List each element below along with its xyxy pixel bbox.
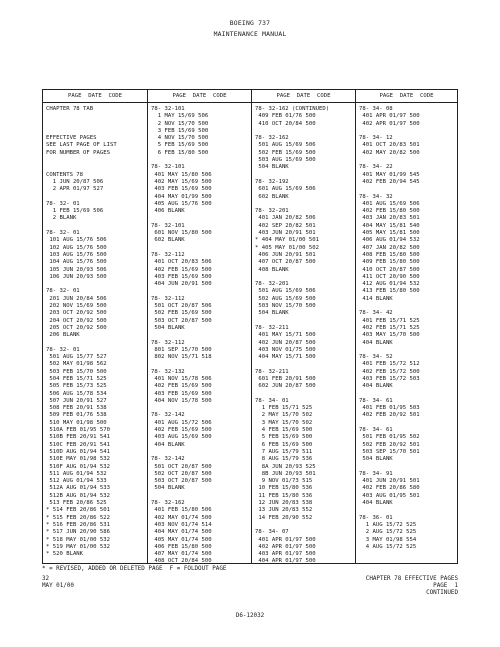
page-entry-line bbox=[359, 303, 456, 310]
page-entry-line: 78- 34- 12 bbox=[359, 135, 393, 142]
manual-title: BOEING 737 bbox=[229, 19, 271, 27]
page-entry-line: 409 FEB 01/76 500 bbox=[255, 113, 316, 120]
page-entry-line: 78- 32- 01 bbox=[46, 230, 80, 237]
page-entry-line: 401 FEB 01/95 503 bbox=[359, 405, 420, 412]
page-entry-line: 504 BLANK bbox=[255, 164, 289, 171]
heading-divider bbox=[148, 102, 251, 103]
page-entry-line: 402 FEB 15/71 525 bbox=[359, 324, 420, 331]
page-entry-line: 78- 32-101 bbox=[151, 222, 185, 229]
page-entry-line bbox=[151, 157, 250, 164]
page-entry-line: 602 BLANK bbox=[151, 237, 185, 244]
page-entry-line: 8 AUG 15/79 536 bbox=[255, 456, 313, 463]
page-entry-line: 414 BLANK bbox=[359, 295, 393, 302]
page-entry-line: 2 BLANK bbox=[46, 215, 77, 222]
page-entry-line: 408 BLANK bbox=[255, 266, 289, 273]
page-entry-line: 403 APR 01/97 500 bbox=[255, 551, 316, 558]
revision-legend: * = REVISED, ADDED OR DELETED PAGE F = FOLDOUT PAGE bbox=[42, 566, 227, 572]
page-entry-line: 401 FEB 15/72 512 bbox=[359, 361, 420, 368]
page-entry-line: 78- 32-162 bbox=[151, 500, 185, 507]
page-entry-line: 503 NOV 15/70 500 bbox=[255, 303, 316, 310]
page-entry-line: 78- 34- 01 bbox=[255, 397, 289, 404]
table-column-1 bbox=[43, 90, 147, 563]
page-entry-line: 405 MAY 15/81 500 bbox=[359, 230, 420, 237]
page-entry-line: 504 BLANK bbox=[255, 310, 289, 317]
page-entry-line: 401 OCT 20/83 501 bbox=[359, 142, 420, 149]
page-entry-line: 78- 34- 08 bbox=[359, 106, 393, 112]
page-entry-line: 206 BLANK bbox=[46, 332, 80, 339]
heading-divider bbox=[43, 102, 147, 103]
page-entry-line bbox=[151, 493, 250, 500]
page-entry-line: 404 MAY 15/71 500 bbox=[255, 354, 316, 361]
page-entry-line: 510 MAY 01/98 500 bbox=[46, 419, 107, 426]
page-entry-line bbox=[46, 113, 146, 120]
page-entry-line: 401 JUN 20/91 501 bbox=[359, 478, 420, 485]
page-entry-line: 406 JUN 20/91 501 bbox=[255, 251, 316, 258]
page-entry-line: 406 FEB 15/80 500 bbox=[151, 543, 212, 550]
page-entry-line: 402 FEB 15/80 500 bbox=[359, 208, 420, 215]
page-entry-line: 8A JUN 20/93 525 bbox=[255, 463, 316, 470]
page-entry-line: 501 AUG 15/69 506 bbox=[255, 142, 316, 149]
page-entry-line: 512 AUG 01/94 533 bbox=[46, 478, 107, 485]
page-entry-line: 501 OCT 20/87 500 bbox=[151, 463, 212, 470]
page-entry-line: 411 OCT 20/90 500 bbox=[359, 273, 420, 280]
page-entry-line: 506 AUG 15/78 534 bbox=[46, 390, 107, 397]
page-entry-line: 406 BLANK bbox=[151, 208, 185, 215]
page-entry-line: 404 BLANK bbox=[359, 383, 393, 390]
column-lines bbox=[255, 106, 354, 566]
page-entry-line: 402 FEB 20/92 501 bbox=[359, 412, 420, 419]
page-entry-line: * 405 MAY 01/00 502 bbox=[255, 244, 319, 251]
heading-divider bbox=[252, 102, 355, 103]
column-lines bbox=[151, 106, 250, 566]
page-entry-line: 404 BLANK bbox=[359, 339, 393, 346]
page-entry-line: 503 OCT 20/87 500 bbox=[151, 317, 212, 324]
page-entry-line: 12 JUN 20/83 538 bbox=[255, 500, 313, 507]
page-entry-line: SEE LAST PAGE OF LIST bbox=[46, 142, 117, 149]
page-entry-line: 507 JUN 20/91 527 bbox=[46, 397, 107, 404]
page-entry-line: 78- 32- 01 bbox=[46, 346, 80, 353]
page-entry-line: 402 FEB 20/94 545 bbox=[359, 178, 420, 185]
page-entry-line: 403 JAN 20/83 501 bbox=[359, 215, 420, 222]
page-entry-line: 7 AUG 15/79 511 bbox=[255, 448, 313, 455]
page-entry-line: 401 MAY 01/99 545 bbox=[359, 171, 420, 178]
page-entry-line: 508 FEB 20/91 538 bbox=[46, 405, 107, 412]
page-entry-line: 401 FEB 15/71 525 bbox=[359, 317, 420, 324]
page-entry-line: 404 BLANK bbox=[359, 500, 393, 507]
page-entry-line: 602 JUN 20/87 500 bbox=[255, 383, 316, 390]
page-entry-line: 402 FEB 15/69 500 bbox=[151, 383, 212, 390]
revision-date: MAY 01/00 bbox=[42, 583, 74, 589]
page-entry-line: 501 AUG 15/77 527 bbox=[46, 354, 107, 361]
effective-pages-label: CHAPTER 78 EFFECTIVE PAGES bbox=[365, 576, 458, 582]
page-entry-line bbox=[46, 223, 146, 230]
page-entry-line: 513 FEB 20/86 525 bbox=[46, 500, 107, 507]
page-entry-line: 403 AUG 15/69 500 bbox=[151, 434, 212, 441]
page-entry-line bbox=[46, 128, 146, 135]
heading-divider bbox=[356, 102, 457, 103]
page-entry-line: 501 AUG 15/69 506 bbox=[255, 288, 316, 295]
page-entry-line: * 520 BLANK bbox=[46, 551, 84, 558]
page-entry-line: 502 AUG 15/69 500 bbox=[255, 295, 316, 302]
page-entry-line: 13 JUN 20/83 552 bbox=[255, 507, 313, 514]
page-entry-line: 501 FEB 01/95 502 bbox=[359, 434, 420, 441]
page-entry-line bbox=[255, 361, 354, 368]
page-entry-line: 602 BLANK bbox=[255, 193, 289, 200]
page-entry-line: 406 AUG 01/94 532 bbox=[359, 237, 420, 244]
page-entry-line: 78- 34- 42 bbox=[359, 310, 393, 317]
page-entry-line: 407 JAN 20/82 500 bbox=[359, 244, 420, 251]
page-entry-line: 402 FEB 15/69 500 bbox=[151, 266, 212, 273]
page-entry-line: 403 FEB 15/69 500 bbox=[151, 186, 212, 193]
page-number: PAGE 1 bbox=[433, 583, 458, 589]
page-entry-line: 401 MAY 15/80 506 bbox=[151, 171, 212, 178]
table-column-3 bbox=[251, 90, 355, 563]
page-entry-line bbox=[255, 201, 354, 208]
page-entry-line bbox=[151, 405, 250, 412]
page-entry-line: 405 MAY 01/74 500 bbox=[151, 536, 212, 543]
page-entry-line: CHAPTER 78 TAB bbox=[46, 106, 94, 112]
page-entry-line: 402 MAY 15/69 500 bbox=[151, 178, 212, 185]
page-entry-line: 510F AUG 01/94 532 bbox=[46, 463, 110, 470]
page-entry-line: 78- 34- 91 bbox=[359, 470, 393, 477]
page-entry-line: 202 NOV 15/69 500 bbox=[46, 303, 107, 310]
page-entry-line: 502 FEB 20/92 501 bbox=[359, 441, 420, 448]
page-entry-line: 78- 32-112 bbox=[151, 339, 185, 346]
page-entry-line: 5 FEB 15/69 500 bbox=[255, 434, 313, 441]
page-entry-line: 510E MAY 01/98 532 bbox=[46, 456, 110, 463]
page-entry-line: 204 OCT 20/92 500 bbox=[46, 317, 107, 324]
page-entry-line: * 515 FEB 20/86 522 bbox=[46, 514, 110, 521]
page-entry-line bbox=[359, 507, 456, 514]
page-entry-line: 78- 32-201 bbox=[255, 208, 289, 215]
page-entry-line: 401 FEB 15/80 506 bbox=[151, 507, 212, 514]
page-entry-line: 402 FEB 15/69 500 bbox=[151, 427, 212, 434]
page-entry-line: 78- 32-112 bbox=[151, 295, 185, 302]
page-entry-line: 510B FEB 20/91 541 bbox=[46, 434, 110, 441]
manual-subtitle: MAINTENANCE MANUAL bbox=[213, 30, 287, 38]
page-entry-line: * 514 FEB 20/86 501 bbox=[46, 507, 110, 514]
page-entry-line: 201 JUN 20/84 506 bbox=[46, 295, 107, 302]
chapter-number: 32 bbox=[42, 576, 50, 582]
page-entry-line bbox=[151, 449, 250, 456]
page-entry-line bbox=[359, 128, 456, 135]
page-entry-line: 3 MAY 01/98 554 bbox=[359, 536, 417, 543]
page-entry-line: 403 FEB 15/72 503 bbox=[359, 375, 420, 382]
column-heading: PAGE DATE CODE bbox=[379, 93, 434, 99]
page-entry-line: 503 FEB 15/70 500 bbox=[46, 368, 107, 375]
page-entry-line: 413 FEB 15/80 500 bbox=[359, 288, 420, 295]
page-entry-line: * 404 MAY 01/00 501 bbox=[255, 237, 319, 244]
page-entry-line: 78- 34- 22 bbox=[359, 164, 393, 171]
page-entry-line: 404 JUN 20/91 500 bbox=[151, 281, 212, 288]
page-entry-line: 401 AUG 15/69 506 bbox=[359, 200, 420, 207]
page-entry-line: 401 NOV 15/78 506 bbox=[151, 375, 212, 382]
page-entry-line: 502 MAY 01/98 562 bbox=[46, 361, 107, 368]
column-lines bbox=[359, 106, 456, 551]
page-entry-line bbox=[359, 420, 456, 427]
page-entry-line: 403 FEB 15/69 500 bbox=[151, 273, 212, 280]
page-entry-line: 505 FEB 15/73 525 bbox=[46, 383, 107, 390]
page-entry-line: 78- 36- 01 bbox=[359, 514, 393, 521]
page-entry-line: 4 FEB 15/69 500 bbox=[255, 427, 313, 434]
page-entry-line: 1 MAY 15/69 506 bbox=[151, 113, 209, 120]
page-entry-line: 401 APR 01/97 500 bbox=[359, 113, 420, 120]
page-entry-line: 1 AUG 15/72 525 bbox=[359, 521, 417, 528]
column-heading: PAGE DATE CODE bbox=[172, 93, 227, 99]
page-entry-line: 2 NOV 15/70 500 bbox=[151, 120, 209, 127]
page-entry-line: 78- 34- 07 bbox=[255, 529, 289, 536]
page-entry-line bbox=[46, 194, 146, 201]
page-entry-line: 11 FEB 15/80 536 bbox=[255, 492, 313, 499]
page-entry-line: 408 FEB 15/80 500 bbox=[359, 251, 420, 258]
page-entry-line: 402 FEB 20/86 580 bbox=[359, 485, 420, 492]
page-entry-line: 409 FEB 15/80 500 bbox=[359, 259, 420, 266]
page-entry-line: 401 JAN 20/82 506 bbox=[255, 215, 316, 222]
page-entry-line: 1 FEB 15/69 506 bbox=[46, 208, 104, 215]
page-entry-line: 78- 32-211 bbox=[255, 324, 289, 331]
page-entry-line: 106 JUN 20/93 500 bbox=[46, 273, 107, 280]
page-entry-line: 510D AUG 01/94 541 bbox=[46, 448, 110, 455]
page-entry-line: 802 NOV 15/71 518 bbox=[151, 354, 212, 361]
page-entry-line: 510A FEB 01/95 570 bbox=[46, 427, 110, 434]
page-entry-line: 504 FEB 15/71 525 bbox=[46, 375, 107, 382]
page-entry-line: 407 MAY 01/74 500 bbox=[151, 551, 212, 558]
page-entry-line: * 518 MAY 01/00 532 bbox=[46, 536, 110, 543]
page-entry-line: 78- 34- 61 bbox=[359, 397, 393, 404]
page-entry-line: 404 APR 01/97 500 bbox=[255, 558, 316, 565]
page-entry-line: 402 JUN 20/87 500 bbox=[255, 339, 316, 346]
page-entry-line: 103 AUG 15/76 500 bbox=[46, 251, 107, 258]
page-entry-line: 801 SEP 15/70 500 bbox=[151, 346, 212, 353]
page-entry-line: 403 AUG 01/95 501 bbox=[359, 492, 420, 499]
page-entry-line: 402 FEB 15/72 500 bbox=[359, 368, 420, 375]
page-entry-line bbox=[151, 332, 250, 339]
page-entry-line bbox=[46, 157, 146, 164]
page-entry-line: 502 OCT 20/87 500 bbox=[151, 470, 212, 477]
page-entry-line: 402 APR 01/97 500 bbox=[255, 543, 316, 550]
page-entry-line: 503 AUG 15/69 500 bbox=[255, 157, 316, 164]
page-entry-line: 402 MAY 01/74 500 bbox=[151, 514, 212, 521]
page-entry-line: 78- 34- 61 bbox=[359, 427, 393, 434]
page-entry-line bbox=[46, 340, 146, 347]
page-entry-line bbox=[255, 318, 354, 325]
page-entry-line: 510C FEB 20/91 541 bbox=[46, 441, 110, 448]
page-entry-line bbox=[151, 361, 250, 368]
column-lines bbox=[46, 106, 146, 558]
page-entry-line: * 516 FEB 20/86 531 bbox=[46, 521, 110, 528]
column-heading: PAGE DATE CODE bbox=[276, 93, 331, 99]
page-entry-line: 404 NOV 15/78 500 bbox=[151, 397, 212, 404]
page-entry-line: 78- 32-132 bbox=[151, 368, 185, 375]
page-entry-line bbox=[151, 215, 250, 222]
page-entry-line: 404 MAY 01/74 500 bbox=[151, 529, 212, 536]
page-entry-line: 78- 34- 32 bbox=[359, 193, 393, 200]
page-entry-line: 78- 32-162 (CONTINUED) bbox=[255, 106, 330, 112]
page-entry-line: 402 SEP 20/82 501 bbox=[255, 222, 316, 229]
document-number: D6-12032 bbox=[235, 613, 265, 619]
page-entry-line: 401 APR 01/97 500 bbox=[255, 536, 316, 543]
page-entry-line: 402 MAY 20/82 500 bbox=[359, 149, 420, 156]
page-entry-line: 2 MAY 15/70 502 bbox=[255, 412, 313, 419]
page-entry-line: 403 NOV 01/75 500 bbox=[255, 346, 316, 353]
page-entry-line: 78- 32-112 bbox=[151, 251, 185, 258]
page-entry-line bbox=[255, 391, 354, 398]
page-entry-line: 404 MAY 01/99 500 bbox=[151, 193, 212, 200]
table-column-4 bbox=[355, 90, 457, 563]
page-entry-line: CONTENTS 78 bbox=[46, 171, 84, 178]
page-entry-line: 2 APR 01/97 527 bbox=[46, 186, 104, 193]
page-entry-line: 5 FEB 15/69 500 bbox=[151, 142, 209, 149]
page-entry-line bbox=[151, 288, 250, 295]
page-entry-line: 105 JUN 20/93 506 bbox=[46, 266, 107, 273]
page-entry-line: 78- 32- 01 bbox=[46, 288, 80, 295]
page-entry-line: 503 SEP 15/70 501 bbox=[359, 448, 420, 455]
page-entry-line bbox=[46, 121, 146, 128]
page-entry-line: 403 NOV 01/74 514 bbox=[151, 521, 212, 528]
page-entry-line bbox=[359, 391, 456, 398]
page-entry-line: 503 OCT 20/87 500 bbox=[151, 478, 212, 485]
page-entry-line: 9 NOV 01/73 515 bbox=[255, 478, 313, 485]
page-entry-line: 404 MAY 15/81 540 bbox=[359, 222, 420, 229]
page-entry-line: 203 OCT 20/92 500 bbox=[46, 310, 107, 317]
page-entry-line: 401 MAY 15/71 500 bbox=[255, 332, 316, 339]
page-entry-line: 78- 32-142 bbox=[151, 412, 185, 419]
page-entry-line bbox=[151, 245, 250, 252]
page-entry-line: 10 FEB 15/80 536 bbox=[255, 485, 313, 492]
page-entry-line: EFFECTIVE PAGES bbox=[46, 135, 97, 142]
page-entry-line: 78- 32-211 bbox=[255, 368, 289, 375]
page-entry-line: 78- 32-162 bbox=[255, 135, 289, 142]
page-entry-line: * 519 MAY 01/00 532 bbox=[46, 543, 110, 550]
page-entry-line: 205 OCT 20/92 500 bbox=[46, 324, 107, 331]
continued-label: CONTINUED bbox=[426, 590, 458, 596]
page-entry-line: 401 OCT 20/83 506 bbox=[151, 259, 212, 266]
page-entry-line: 403 JUN 20/91 501 bbox=[255, 230, 316, 237]
page-entry-line: 504 BLANK bbox=[151, 485, 185, 492]
page-entry-line: 6 FEB 15/69 500 bbox=[255, 441, 313, 448]
page-entry-line: 8B JUN 20/93 501 bbox=[255, 470, 316, 477]
page-entry-line: 407 OCT 20/87 500 bbox=[255, 259, 316, 266]
page-entry-line: 401 AUG 15/72 506 bbox=[151, 419, 212, 426]
page-entry-line: 78- 34- 52 bbox=[359, 354, 393, 361]
page-entry-line: 104 AUG 15/76 500 bbox=[46, 259, 107, 266]
page-entry-line bbox=[359, 157, 456, 164]
page-entry-line: 78- 32-101 bbox=[151, 106, 185, 112]
page-entry-line: 412 AUG 01/94 532 bbox=[359, 281, 420, 288]
page-entry-line bbox=[359, 464, 456, 471]
page-entry-line: 404 BLANK bbox=[151, 441, 185, 448]
page-entry-line bbox=[359, 347, 456, 354]
page-entry-line: * 517 JUN 20/90 586 bbox=[46, 529, 110, 536]
table-column-2 bbox=[147, 90, 251, 563]
page-entry-line: 501 OCT 20/87 506 bbox=[151, 303, 212, 310]
page-entry-line: 512B AUG 01/94 532 bbox=[46, 492, 110, 499]
page-entry-line: FOR NUMBER OF PAGES bbox=[46, 149, 110, 156]
page-entry-line: 509 FEB 01/76 538 bbox=[46, 412, 107, 419]
page-entry-line: 408 OCT 20/84 500 bbox=[151, 558, 212, 565]
page-entry-line bbox=[255, 522, 354, 529]
page-entry-line bbox=[255, 172, 354, 179]
page-entry-line: 601 AUG 15/69 506 bbox=[255, 186, 316, 193]
page-entry-line: 601 NOV 15/80 500 bbox=[151, 230, 212, 237]
page-entry-line: 410 OCT 20/84 500 bbox=[255, 120, 316, 127]
page-entry-line: 402 APR 01/97 500 bbox=[359, 120, 420, 127]
page-entry-line: 1 FEB 15/71 525 bbox=[255, 405, 313, 412]
page-entry-line: 405 AUG 15/76 500 bbox=[151, 200, 212, 207]
page-entry-line: 512A AUG 01/94 533 bbox=[46, 485, 110, 492]
page-entry-line: 504 BLANK bbox=[151, 324, 185, 331]
column-heading: PAGE DATE CODE bbox=[68, 93, 122, 99]
page-entry-line bbox=[46, 164, 146, 171]
page-entry-line: 502 FEB 15/69 500 bbox=[255, 149, 316, 156]
page-entry-line: 14 FEB 20/90 552 bbox=[255, 514, 313, 521]
page-entry-line: 1 JUN 20/87 506 bbox=[46, 178, 104, 185]
page-entry-line bbox=[46, 281, 146, 288]
page-entry-line: 101 AUG 15/76 506 bbox=[46, 237, 107, 244]
page-entry-line bbox=[255, 128, 354, 135]
page-entry-line: 78- 32-101 bbox=[151, 164, 185, 171]
page-entry-line bbox=[255, 274, 354, 281]
page-entry-line: 502 FEB 15/69 500 bbox=[151, 310, 212, 317]
page-entry-line: 78- 32- 01 bbox=[46, 200, 80, 207]
page-entry-line: 102 AUG 15/76 500 bbox=[46, 244, 107, 251]
page-entry-line: 3 MAY 15/70 502 bbox=[255, 419, 313, 426]
page-entry-line: 3 FEB 15/69 500 bbox=[151, 127, 209, 134]
page-entry-line: 403 MAY 15/70 500 bbox=[359, 332, 420, 339]
page-entry-line: 4 NOV 15/70 500 bbox=[151, 135, 209, 142]
page-entry-line: 78- 32-201 bbox=[255, 281, 289, 288]
page-entry-line: 2 AUG 15/72 525 bbox=[359, 529, 417, 536]
page-entry-line bbox=[359, 186, 456, 193]
page-entry-line: 4 AUG 15/72 525 bbox=[359, 543, 417, 550]
page-entry-line: 410 OCT 20/87 500 bbox=[359, 266, 420, 273]
page-entry-line: 78- 32-192 bbox=[255, 178, 289, 185]
page-entry-line: 403 FEB 15/69 500 bbox=[151, 390, 212, 397]
page-entry-line: 601 FEB 20/91 500 bbox=[255, 375, 316, 382]
page-entry-line: 6 FEB 15/80 500 bbox=[151, 149, 209, 156]
page-entry-line: 511 AUG 01/94 532 bbox=[46, 470, 107, 477]
effective-pages-table bbox=[42, 89, 458, 564]
page-entry-line: 78- 32-142 bbox=[151, 456, 185, 463]
page-entry-line: 504 BLANK bbox=[359, 456, 393, 463]
